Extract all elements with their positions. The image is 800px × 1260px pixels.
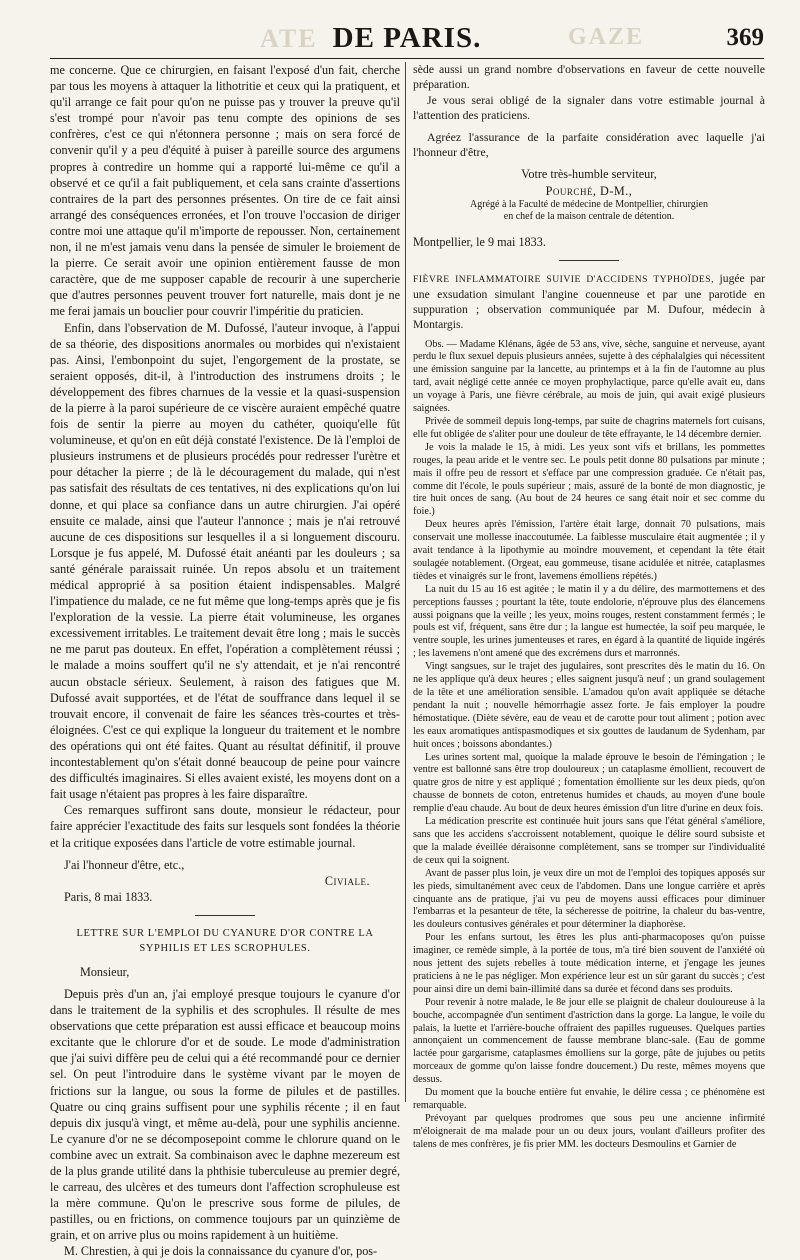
paragraph: Pour revenir à notre malade, le 8e jour elle se plaignit de chaleur douloureuse à la bouche, accompagnée d'un sentiment d'astriction dans la gorge. La langue, le voile du palais, la luette et l'arrière-bouche offraient des papilles rugueuses. Quelques parties annonçaient un commencement de fausse membrane blanc-sale. (Eau de gomme lactée pour gargarisme, cataplasmes émolliens sur la gorge, pâte de jujubes ou petits morceaux de gomme qu'on laisse fondre doucement.) Du reste, mêmes moyens que dessus. xyxy=(413,996,765,1086)
paragraph: Je vous serai obligé de la signaler dans votre estimable journal à l'attention des praticiens. xyxy=(413,92,765,123)
column-divider xyxy=(405,62,406,1102)
paragraph: Vingt sangsues, sur le trajet des jugulaires, sont prescrites dès le matin du 16. On ne les applique qu'à deux heures ; elles saignent jusqu'à neuf ; un grand soulagement de la tête et une amélioration sensible. L'amadou qu'on avait appliquée se détache pendant la nuit ; nouvelle hémorrhagie assez forte. Je fais employer la poudre hémostatique. (Diète sévère, eau de veau et de carotte pour tout aliment ; potion avec les eaux aromatiques antispasmodiques et six gouttes de laudanum de Sydenham, par huit onces ; boissons abondantes.) xyxy=(413,661,765,750)
paragraph: Prévoyant par quelques prodromes que sous peu une ancienne infirmité m'éloignerait de ma malade pour un ou deux jours, voulant d'ailleurs profiter des talens de mes confrères, je fis prier MM. les docteurs Desmoulins et Garnier de xyxy=(413,1112,765,1150)
salutation: Monsieur, xyxy=(80,964,130,979)
paragraph: Obs. — Madame Klénans, âgée de 53 ans, vive, sèche, sanguine et nerveuse, ayant perdu le flux sexuel depuis plusieurs années, sujette à des céphalalgies qui nécessitent une émission sanguine par la lancette, au printemps et à la fin de l'automne au plus tard, avait négligé cette année ce moyen prophylactique, parce qu'elle avait eu, dans un voyage à Paris, une fièvre cérébrale, au mois de juin, qui avait exigé plusieurs saignées. xyxy=(413,338,765,415)
show-through-text-left: ATE xyxy=(260,24,318,53)
letter-date: Montpellier, le 9 mai 1833. xyxy=(413,234,546,249)
closing-line: Votre très-humble serviteur, xyxy=(521,167,657,182)
paragraph: sède aussi un grand nombre d'observations en faveur de cette nouvelle préparation. xyxy=(413,62,765,92)
article-title: LETTRE SUR L'EMPLOI DU CYANURE D'OR CONTRE LA SYPHILIS ET LES SCROPHULES. xyxy=(76,927,374,954)
paragraph: Enfin, dans l'observation de M. Dufossé, l'auteur invoque, à l'appui de sa théorie, des dispositions anormales ou morbides qui n'existaient pas. Ainsi, l'embonpoint du sujet, l'engorgement de la prostate, se seraient opposés, dit-il, à l'introduction des instrumens droits ; le développement des fibres charnues de la vessie et la quasi-suspension de la pierre à la paroi supérieure de ce viscère auraient empêché quatre fois de sentir la pierre au moyen du cathéter, quoiqu'elle fût volumineuse, et qu'on en eût déjà constaté l'existence. De là l'emploi de plusieurs instrumens et de plusieurs procédés pour redresser l'urètre et pour détacher la pierre ; de là le découragement du malade, qui n'est pas satisfait des résultats de ces tentatives, ni des explications qu'on lui donne, et qui place sa confiance dans un autre chirurgien. J'ai opéré ensuite ce malade, ainsi que l'auteur l'annonce ; mais je n'ai retrouvé aucune de ces dispositions sur lesquelles il a si longuement discouru. Lorsque je fus appelé, M. Dufossé était anéanti par les douleurs ; sa santé générale paraissait ruinée. Un repos absolu et un traitement médical approprié à sa position étaient indispensables. Malgré l'impatience du malade, ce ne fut même que long-temps après que je fis l'exploration de la vessie. La pierre était volumineuse, les organes excessivement irritables. Le traitement devait être long ; mais le succès ne me parut pas douteux. En effet, l'opération a complètement réussi ; le malade a moins souffert qu'il ne s'y attendait, et je n'ai rencontré aucun obstacle sérieux. Seulement, à raison des fatigues que M. Dufossé avait supportées, et de l'état de souffrance dans lequel il se trouvait encore, il convenait de faire les séances très-courtes et très-éloignées. C'est ce qui explique la longueur du traitement et le nombre des opérations qui ont été faites. Quant au résultat définitif, il prouve incontestablement qu'on s'était donné beaucoup de peine pour vaincre des difficultés imaginaires. Si elles avaient existé, les moyens dont on a fait usage n'étaient pas propres à les faire disparaître. xyxy=(50,320,400,802)
page-header xyxy=(50,18,764,59)
separator-rule xyxy=(559,260,619,261)
journal-title: DE PARIS. xyxy=(332,22,482,54)
paragraph: me concerne. Que ce chirurgien, en faisant l'exposé d'un fait, cherche par tous les moyens à attaquer la lithotritie et ceux qui la pratiquent, et qu'il arrange ce fait pour qu'on ne puisse pas y trouver la preuve qu'il s'est trompé pour n'avoir pas tenu compte des opinions de ses confrères, c'est ce qui n'étonnera personne ; mais on sera forcé de convenir qu'il y a peu d'équité à puiser à pareille source des argumens propres à contredire un homme qui a rapporté lui-même ce qu'il a observé et ce qu'il a fait publiquement, et cela sans crainte d'assertions contraires de la part des personnes présentes. On tire de ce fait ainsi arrangé des conséquences erronées, et l'on trouve l'occasion de diriger contre moi une attaque qu'il m'importe de repousser. Non, certainement non, il ne m'est jamais venu dans la pensée de simuler le broiement de la pierre. Ce serait avoir une opinion entièrement fausse de mon caractère, que de me supposer capable de recourir à une supercherie que d'autres personnes peuvent trouver fort naturelle, mais dont je ne me ferai jamais un bouclier pour couvrir l'impéritie du praticien. xyxy=(50,63,400,319)
right-column xyxy=(413,62,765,1150)
left-column xyxy=(50,62,400,1259)
paragraph: Pour les enfans surtout, les êtres les plus anti-pharmacoposes qu'on puisse imaginer, ce remède simple, à la portée de tous, m'a tiré bien souvent de l'anxiété où nous jettent des sujets rebelles à toute médication interne, et j'engage les jeunes praticiens à ne le pas négliger. Mon expérience leur est un sûr garant du succès ; c'est pour ainsi dire un demi bain-illimité dans sa durée et fécond dans ses produits. xyxy=(413,932,765,995)
affiliation-line: Agrégé à la Faculté de médecine de Montpellier, chirurgien xyxy=(470,198,708,210)
paragraph: Privée de sommeil depuis long-temps, par suite de chagrins maternels fort cuisans, elle fut obligée de s'aliter pour une douleur de tête effrayante, le 14 décembre dernier. xyxy=(413,415,765,440)
article-title xyxy=(413,271,765,333)
closing-line: J'ai l'honneur d'être, etc., xyxy=(64,857,185,872)
signature: Pourché, D-M., xyxy=(545,183,633,198)
letter-date: Paris, 8 mai 1833. xyxy=(64,889,153,904)
separator-rule xyxy=(195,915,255,916)
paragraph: M. Chrestien, à qui je dois la connaissance du cyanure d'or, pos- xyxy=(64,1244,378,1259)
paragraph: Ces remarques suffiront sans doute, monsieur le rédacteur, pour faire apprécier l'exactitude des faits sur lesquels sont fondées la théorie et la critique exposées dans l'article de votre estimable journal. xyxy=(50,803,400,850)
affiliation-line: en chef de la maison centrale de détention. xyxy=(503,211,675,223)
paragraph: Agréez l'assurance de la parfaite considération avec laquelle j'ai l'honneur d'être, xyxy=(413,129,765,160)
paragraph: Deux heures après l'émission, l'artère était large, donnait 70 pulsations, mais conservait une mollesse inaccoutumée. La faiblesse musculaire était augmentée ; il y avait tendance à la lipothymie au moindre mouvement, et cependant la tête était soulagée notablement. (Orgeat, eau gommeuse, tisane acidulée et nitrée, cataplasmes tièdes et vinaigrés sur le front, lavemens émolliens répétés.) xyxy=(413,519,765,582)
paragraph: La nuit du 15 au 16 est agitée ; le matin il y a du délire, des marmottemens et des perceptions fausses ; pourtant la tête, toute endolorie, n'éprouve plus des élancemens aussi poignans que la veille ; les yeux, moins rouges, restent constamment fermés ; le pouls est vif, fréquent, sans être dur ; la langue est humectée, la soif peu marquée, le ventre souple, les urines jumenteuses et rares, en égard à la quantité de liquide ingérés ; les lavemens n'ont amené que des excrémens durs et marronnés. xyxy=(413,583,765,660)
article-title-caps: FIÈVRE INFLAMMATOIRE SUIVIE D'ACCIDENS TYPHOÏDES, xyxy=(413,273,715,285)
article-title-rest: jugée par une exsudation simulant l'angine couenneuse et par une parotide en suppuration ; observation communiquée par M. Dufour, médecin à Montargis. xyxy=(413,271,765,332)
paragraph: La médication prescrite est continuée huit jours sans que l'état général s'améliore, sans que les accidens s'accroissent notablement, quoique le délire sourd subsiste et que la malade éveillée déraisonne complètement, sans se tromper sur l'individualité de ceux qui la soignent. xyxy=(413,816,765,866)
paragraph: Depuis près d'un an, j'ai employé presque toujours le cyanure d'or dans le traitement de la syphilis et des scrophules. Il résulte de mes observations que cette préparation est aussi efficace et beaucoup moins excitante que le chlorure d'or et de soude. Le mode d'administration que j'ai suivi diffère peu de celui qui a été recommandé pour ce dernier sel. On peut l'introduire dans le système vivant par le moyen de frictions sur la langue, ou sous la forme de pilules et de pastilles. Quatre ou cinq grains suffisent pour une syphilis récente ; il en faut depuis dix jusqu'à vingt, et même au-delà, pour une syphilis ancienne. Le cyanure d'or ne se décomposepoint comme le chlorure quand on le combine avec un extrait. Sa combinaison avec le daphne mezereum est de la plus grande utilité dans la phthisie tuberculeuse au premier degré, le carreau, des ulcères et des tumeurs dont l'affection scrophuleuse est la mère commune. Qu'on le prescrive sous forme de pilules, de pastilles, ou en frictions, on commence toujours par un quinzième de grain, et on arrive plus ou moins rapidement à un huitième. xyxy=(50,986,400,1243)
paragraph: Avant de passer plus loin, je veux dire un mot de l'emploi des topiques apposés sur les pieds, simultanément avec ceux de l'abdomen. Dans une longue carrière et après cinquante ans de pratique, j'ai vu peu de moyens aussi efficaces pour diminuer l'embarras et la pesanteur de tête, la sécheresse de poitrine, la chaleur du bas-ventre, les douleurs contusives générales et pour déterminer la diaphorèse. xyxy=(413,867,765,931)
paragraph: Du moment que la bouche entière fut envahie, le délire cessa ; ce phénomène est remarquable. xyxy=(413,1087,765,1111)
show-through-text-right: GAZE xyxy=(567,24,644,50)
paragraph: Les urines sortent mal, quoique la malade éprouve le besoin de l'émingation ; le ventre est ballonné sans être trop douloureux ; un cataplasme émollient, recouvert de quatre gros de nitre y est appliqué ; fomentation émolliente sur les deux pieds, qu'on chausse de bonnets de coton, entretenus humides et chauds, au moyen d'une boule remplie d'eau chaude. Au bout de deux heures émission d'un litre d'urine en deux fois. xyxy=(413,751,765,815)
page-number: 369 xyxy=(726,24,764,51)
signature: Civiale. xyxy=(324,873,370,888)
paragraph: Je vois la malade le 15, à midi. Les yeux sont vifs et brillans, les pommettes rouges, la peau aride et le ventre sec. Le pouls petit donne 80 pulsations par minute ; mais il offre peu de ressort et s'efface par une compression graduée. Ce n'était pas, comme dit l'école, le pouls supérieur ; mais, assuré de la bonté de mon diagnostic, je tire huit onces de sang. (Au bout de 24 heures ce sang était noir et sec comme du foie.) xyxy=(413,441,765,518)
